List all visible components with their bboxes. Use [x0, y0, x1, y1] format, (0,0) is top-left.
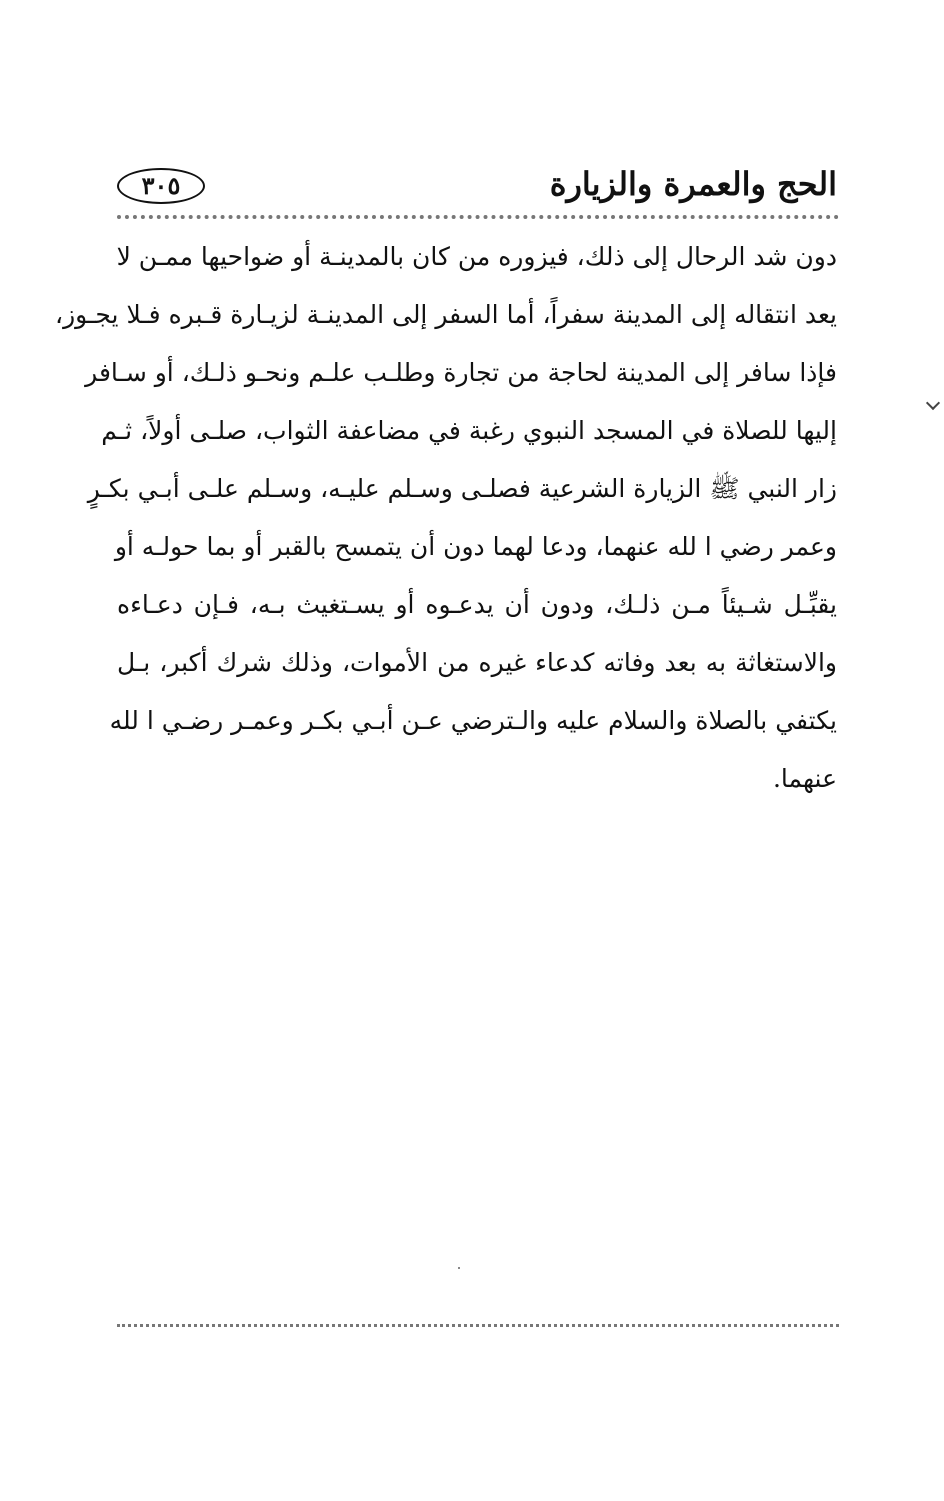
body-text	[55, 228, 837, 808]
running-title: الحج والعمرة والزيارة	[549, 165, 837, 203]
text-line: دون شد الرحال إلى ذلك، فيزوره من كان بالمدينـة أو ضواحيها ممـن لا	[116, 242, 837, 271]
text-line: عنهما.	[772, 764, 837, 793]
page-number: ٣٠٥	[141, 171, 181, 200]
text-line: إليها للصلاة في المسجد النبوي رغبة في مضاعفة الثواب، صلـى أولاً، ثـم	[101, 416, 837, 445]
page-header	[117, 160, 837, 216]
margin-mark	[926, 396, 940, 410]
text-line: يكتفي بالصلاة والسلام عليه والـترضي عـن أبـي بكـر وعمـر رضـي ا لله	[109, 706, 837, 735]
text-line: يعد انتقاله إلى المدينة سفراً، أما السفر إلى المدينـة لزيـارة قـبره فـلا يجـوز،	[55, 300, 837, 329]
header-divider	[117, 215, 839, 219]
text-line: زار النبي ﷺ الزيارة الشرعية فصلـى وسـلم عليـه، وسـلم علـى أبـي بكـرٍ	[87, 474, 837, 503]
text-line: فإذا سافر إلى المدينة لحاجة من تجارة وطلـب علـم ونحـو ذلـك، أو سـافر	[85, 358, 837, 387]
text-line: يقبِّـل شـيئاً مـن ذلـك، ودون أن يدعـوه أو يسـتغيث بـه، فـإن دعـاءه	[117, 590, 837, 619]
text-line: وعمر رضي ا لله عنهما، ودعا لهما دون أن يتمسح بالقبر أو بما حولـه أو	[114, 532, 837, 561]
text-line: والاستغاثة به بعد وفاته كدعاء غيره من الأموات، وذلك شرك أكبر، بـل	[117, 648, 837, 677]
footer-divider	[117, 1324, 839, 1327]
scan-speck	[458, 1267, 460, 1269]
page-number-oval	[117, 168, 205, 204]
